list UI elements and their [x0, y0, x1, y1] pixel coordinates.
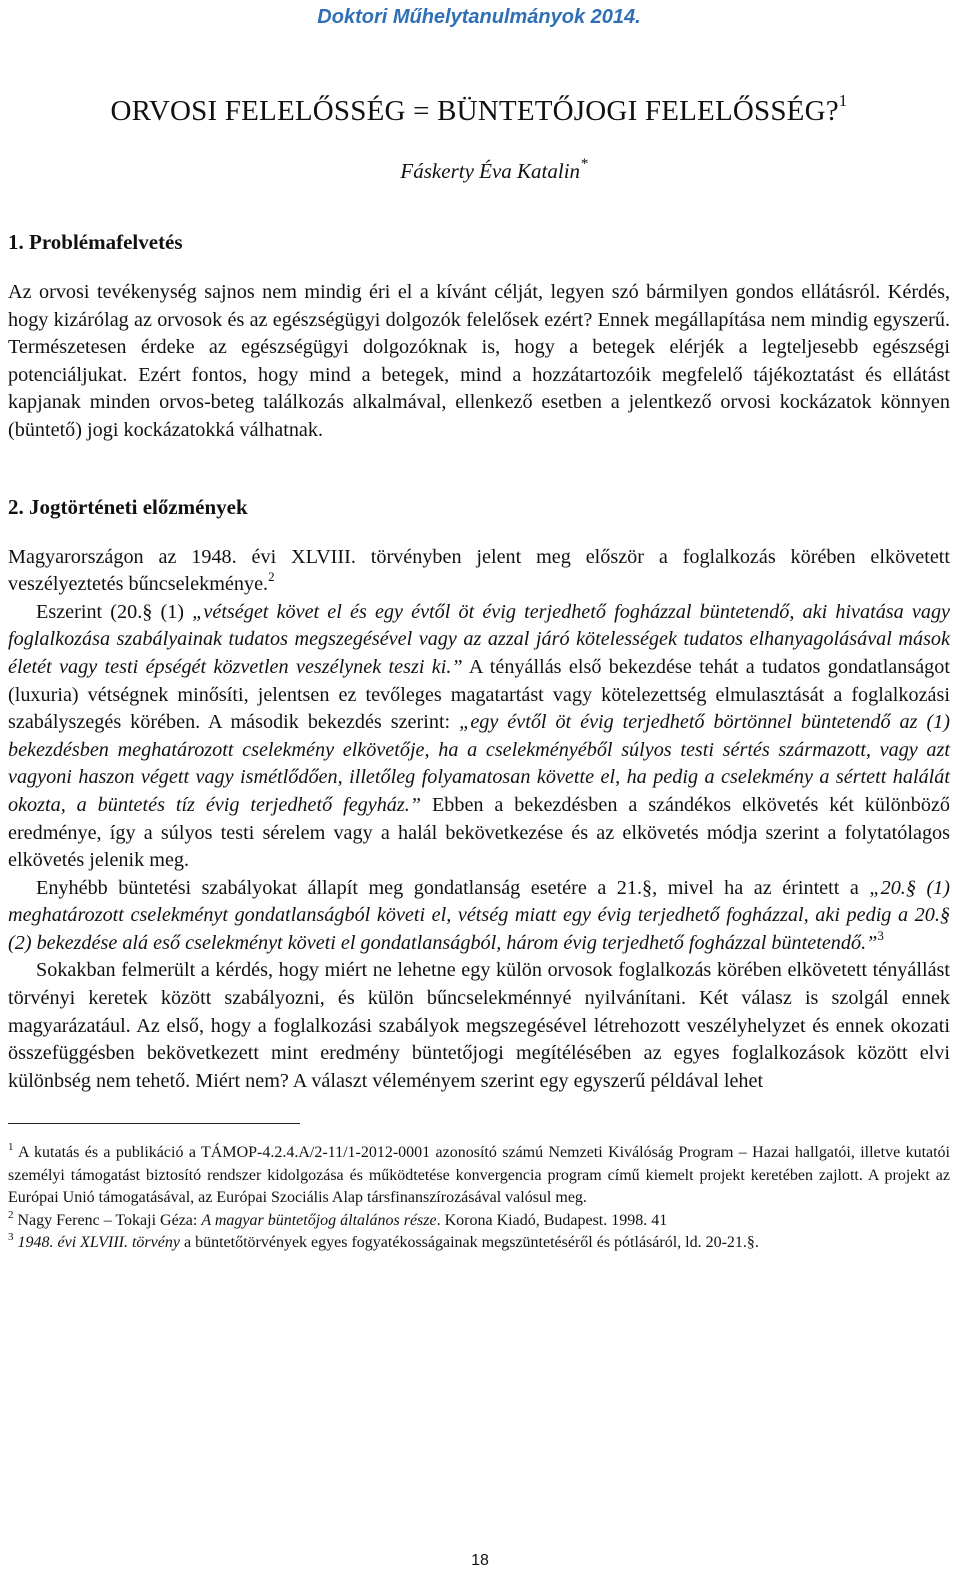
quoted-law-text: „20.§ (1) meghatározott cselekményt gondatlanságból követi el, vétség miatt egy évig terjedhető fogházzal, aki pedig a 20.§ (2) bekezdése alá eső cselekményt követi el gondatlanságból, három évig terjedhető fogházzal büntetendő.” — [8, 876, 950, 954]
section2-paragraph-4: Sokakban felmerült a kérdés, hogy miért ne lehetne egy külön orvosok foglalkozás körében elkövetett tényállást törvényi keretek között szabályozni, és külön bűncselekménnyé nyilvánítani. Két válasz is szolgál ennek magyarázatául. Az első, hogy a foglalkozási szabályok megszegésével létrehozott veszélyhelyzet és ennek okozati összefüggésben bekövetkezett mint eredmény büntetőjogi megítélésében az egyes foglalkozások között elvi különbség nem tehető. Miért nem? A választ véleményem szerint egy egyszerű példával lehet — [8, 959, 950, 1092]
footnote-ref-3: 3 — [877, 927, 884, 943]
footnote-3 — [8, 1232, 950, 1255]
paragraph-text: Enyhébb büntetési szabályokat állapít meg gondatlanság esetére a 21.§, mivel ha az érintett a — [36, 876, 870, 899]
title-footnote-ref: 1 — [838, 91, 848, 110]
footnote-1 — [8, 1142, 950, 1210]
quoted-law-text: „vétséget követ el és egy évtől öt évig terjedhető fogházzal büntetendő, aki hivatása vagy foglalkozása szabályainak tudatos megszegésével vagy az azzal járó kötelességek tudatos elhanyagolásával mások életét vagy testi épségét közvetlen veszélynek teszi ki.” — [8, 600, 950, 678]
footnote-text: a büntetőtörvények egyes fogyatékosságainak megszüntetéséről és pótlásáról, ld. 20-21.§. — [179, 1234, 759, 1252]
author-line — [38, 156, 950, 184]
footnote-2 — [8, 1210, 950, 1233]
footnote-text: . Korona Kiadó, Budapest. 1998. 41 — [436, 1211, 668, 1229]
footnote-text: Nagy Ferenc – Tokaji Géza: — [13, 1211, 202, 1229]
author-mark: * — [580, 156, 588, 172]
author-name: Fáskerty Éva Katalin — [400, 159, 581, 183]
paragraph-text: Eszerint (20.§ (1) — [36, 600, 193, 623]
paragraph-text: A tényállás első bekezdése tehát a tudatos gondatlanságot (luxuria) vétségnek minősíti, jelentsen ez tevőleges magatartást vagy kötelezettség elmulasztását a foglalkozási szabályszegés körében. A második bekezdés szerint: — [8, 655, 950, 734]
running-header: Doktori Műhelytanulmányok 2014. — [317, 6, 641, 28]
section2-paragraph-2 — [8, 599, 950, 875]
footnote-number: 3 — [8, 1231, 14, 1244]
section-heading-1: 1. Problémafelvetés — [8, 230, 183, 254]
paper-title — [8, 91, 950, 128]
quoted-law-text: „egy évtől öt évig terjedhető börtönnel büntetendő az (1) bekezdésben meghatározott cselekmény elkövetője, ha a cselekményéből súlyos testi sértés származott, vagy azt vagyoni haszon végett vagy ismétlődően, illetőleg folyamatosan követte el, ha pedig a cselekmény a sértett halálát okozta, a büntetés tíz évig terjedhető fegyház.” — [8, 711, 950, 816]
section1-paragraph: Az orvosi tevékenység sajnos nem mindig éri el a kívánt célját, legyen szó bármilyen gondos ellátásról. Kérdés, hogy kizárólag az orvosok és az egészségügyi dolgozók felelősek ezért? Ennek megállapítása nem mindig egyszerű. Természetesen érdeke az egészségügyi dolgozóknak is, hogy a betegek elérjék a legteljesebb egészségi potenciáljukat. Ezért fontos, hogy mind a betegek, mind a hozzátartozóik megfelelő tájékoztatást és ellátást kapjanak minden orvos-beteg találkozás alkalmával, ellenkező esetben a jelentkező orvosi kockázatok könnyen (büntető) jogi kockázatokká válhatnak. — [8, 281, 950, 441]
section-heading-2: 2. Jogtörténeti előzmények — [8, 494, 248, 519]
title-text: ORVOSI FELELŐSSÉG = BÜNTETŐJOGI FELELŐSSÉG? — [110, 95, 839, 127]
document-page — [8, 0, 950, 1255]
footnotes — [8, 1142, 950, 1255]
paragraph-text: Ebben a bekezdésben a szándékos elkövetés két különböző eredménye, így a súlyos testi sérelem vagy a halál bekövetkezése és az elkövetés módja szerint a folytatólagos elkövetés jelenik meg. — [8, 793, 950, 872]
footnote-ref-2: 2 — [268, 569, 275, 585]
footnote-number: 2 — [8, 1208, 14, 1221]
section2-paragraph-3 — [8, 875, 950, 958]
footnote-separator — [8, 1123, 300, 1124]
footnote-text: A kutatás és a publikáció a TÁMOP-4.2.4.A/2-11/1-2012-0001 azonosító számú Nemzeti Kiválóság Program – Hazai hallgatói, illetve kutatói személyi támogatást biztosító rendszer kidolgozása és működtetése konvergencia program című kiemelt projekt keretében zajlott. A projekt az Európai Unió támogatásával, az Európai Szociális Alap társfinanszírozásával valósul meg. — [8, 1144, 950, 1207]
paragraph-text: Magyarországon az 1948. évi XLVIII. törvényben jelent meg először a foglalkozás körében elkövetett veszélyeztetés bűncselekménye. — [8, 545, 950, 596]
law-title: 1948. évi XLVIII. törvény — [13, 1234, 180, 1252]
page-number: 18 — [471, 1552, 489, 1569]
book-title: A magyar büntetőjog általános része — [201, 1211, 437, 1229]
footnote-number: 1 — [8, 1141, 14, 1154]
section2-paragraph-1 — [8, 544, 950, 599]
